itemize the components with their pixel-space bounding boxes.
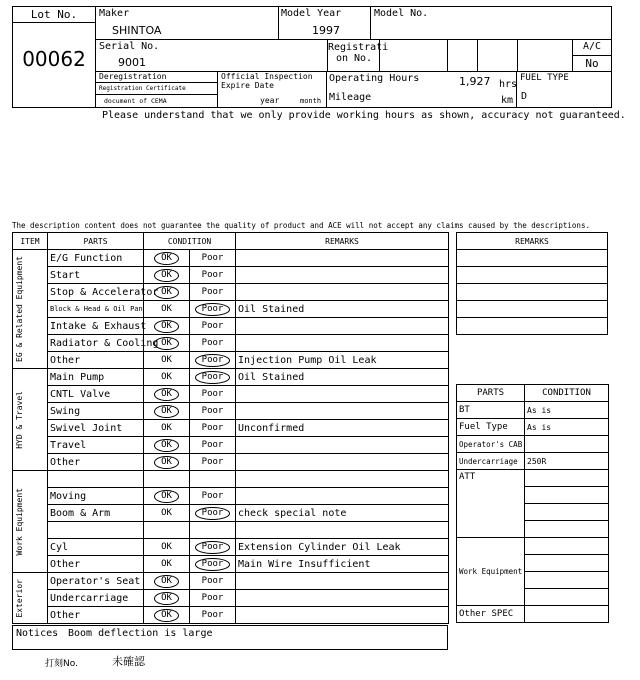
circled-poor-mark: Poor xyxy=(195,303,231,316)
ok-cell xyxy=(144,386,190,403)
remark xyxy=(236,454,449,471)
remark xyxy=(236,607,449,624)
poor-cell xyxy=(190,590,236,607)
circled-poor-mark: Poor xyxy=(195,371,231,384)
remark xyxy=(236,488,449,505)
spec-part: ATT xyxy=(457,470,525,538)
notices-label: Notices xyxy=(16,628,59,639)
remarks-box-header: REMARKS xyxy=(457,233,608,250)
model-year-value: 1997 xyxy=(312,24,340,37)
ok-cell xyxy=(144,267,190,284)
table-row xyxy=(13,386,449,403)
spec-value-blank xyxy=(525,572,609,589)
table-row xyxy=(13,318,449,335)
part-name: Operator's Seat xyxy=(48,573,144,590)
spec-part: Work Equipment xyxy=(457,538,525,606)
poor-cell xyxy=(190,284,236,301)
remark xyxy=(236,522,449,539)
spec-part: Other SPEC xyxy=(457,606,525,623)
part-name: Cyl xyxy=(48,539,144,556)
poor-cell xyxy=(190,539,236,556)
maker-value: SHINTOA xyxy=(112,24,162,37)
circled-poor-mark: Poor xyxy=(195,541,231,554)
poor-label: Poor xyxy=(201,406,224,416)
poor-label: Poor xyxy=(201,610,224,620)
circled-ok-mark: OK xyxy=(154,490,179,503)
part-name: E/G Function xyxy=(48,250,144,267)
remark: Extension Cylinder Oil Leak xyxy=(236,539,449,556)
remark: Oil Stained xyxy=(236,369,449,386)
poor-label: Poor xyxy=(201,593,224,603)
ac-value: No xyxy=(585,57,599,70)
part-name: Other xyxy=(48,454,144,471)
poor-label: Poor xyxy=(201,423,224,433)
poor-cell xyxy=(190,250,236,267)
poor-label: Poor xyxy=(201,338,224,348)
lot-number: 00062 xyxy=(22,47,86,71)
part-name xyxy=(48,471,144,488)
remark xyxy=(236,590,449,607)
ok-label: OK xyxy=(161,355,172,365)
poor-label: Poor xyxy=(201,287,224,297)
ok-label: OK xyxy=(161,508,172,518)
model-no-label: Model No. xyxy=(374,8,429,19)
poor-label: Poor xyxy=(201,253,224,263)
spec-value xyxy=(525,470,609,487)
serial-value: 9001 xyxy=(118,56,146,69)
spec-part: Fuel Type xyxy=(457,419,525,436)
poor-label: Poor xyxy=(201,491,224,501)
ok-label: OK xyxy=(161,542,172,552)
table-row xyxy=(13,335,449,352)
ok-cell xyxy=(144,590,190,607)
registration-cell-4 xyxy=(518,40,573,72)
circled-ok-mark: OK xyxy=(154,575,179,588)
remark xyxy=(236,573,449,590)
poor-cell xyxy=(190,488,236,505)
remark xyxy=(236,386,449,403)
table-row xyxy=(13,420,449,437)
item-group-cell xyxy=(13,250,48,369)
spec-value-blank xyxy=(525,555,609,572)
ok-cell xyxy=(144,522,190,539)
spec-condition-header: CONDITION xyxy=(525,385,609,402)
circled-ok-mark: OK xyxy=(154,592,179,605)
remark: Unconfirmed xyxy=(236,420,449,437)
remark: Main Wire Insufficient xyxy=(236,556,449,573)
circled-poor-mark: Poor xyxy=(195,354,231,367)
circled-ok-mark: OK xyxy=(154,609,179,622)
ok-cell xyxy=(144,573,190,590)
remark xyxy=(236,284,449,301)
item-group-label: Work Equipment xyxy=(15,487,24,556)
table-row xyxy=(13,250,449,267)
table-row xyxy=(13,590,449,607)
part-name: Intake & Exhaust xyxy=(48,318,144,335)
part-name: Travel xyxy=(48,437,144,454)
ok-cell xyxy=(144,369,190,386)
remark xyxy=(236,250,449,267)
ok-cell xyxy=(144,437,190,454)
cema-label: document of CEMA xyxy=(104,97,167,105)
spec-value: As is xyxy=(525,402,609,419)
poor-label: Poor xyxy=(201,270,224,280)
spec-part: Undercarriage xyxy=(457,453,525,470)
circled-ok-mark: OK xyxy=(154,286,179,299)
fuel-type-value: D xyxy=(521,91,528,102)
ok-cell xyxy=(144,505,190,522)
table-row xyxy=(13,471,449,488)
ok-label: OK xyxy=(161,372,172,382)
hrs-unit: hrs xyxy=(499,79,518,90)
ok-label: OK xyxy=(161,559,172,569)
disclaimer: The description content does not guarantee the quality of product and ACE will not accept any claims caused by the descriptions. xyxy=(12,221,590,230)
spec-part: BT xyxy=(457,402,525,419)
remarks-box-line xyxy=(457,318,608,335)
table-row xyxy=(13,488,449,505)
inspection-label: Official Inspection Expire Date xyxy=(221,72,313,90)
table-row xyxy=(13,267,449,284)
poor-cell xyxy=(190,454,236,471)
part-name: Radiator & Cooling xyxy=(48,335,144,352)
table-row xyxy=(13,437,449,454)
remarks-box-line xyxy=(457,301,608,318)
maker-label: Maker xyxy=(99,8,130,19)
poor-cell xyxy=(190,301,236,318)
part-name: Main Pump xyxy=(48,369,144,386)
stamp-label: 打刻No. xyxy=(45,659,78,669)
poor-cell xyxy=(190,352,236,369)
poor-label: Poor xyxy=(201,576,224,586)
ok-label: OK xyxy=(161,304,172,314)
circled-ok-mark: OK xyxy=(154,252,179,265)
table-row xyxy=(13,556,449,573)
item-group-cell xyxy=(13,369,48,471)
table-row xyxy=(13,607,449,624)
remarks-box-line xyxy=(457,267,608,284)
remark xyxy=(236,335,449,352)
deregistration-label: Deregistration xyxy=(99,72,167,81)
condition-header: CONDITION xyxy=(144,233,236,250)
table-row xyxy=(13,301,449,318)
circled-ok-mark: OK xyxy=(154,405,179,418)
part-name: Swivel Joint xyxy=(48,420,144,437)
poor-cell xyxy=(190,420,236,437)
spec-value-blank xyxy=(525,487,609,504)
table-row xyxy=(13,539,449,556)
item-group-cell xyxy=(13,573,48,624)
poor-cell xyxy=(190,335,236,352)
poor-cell xyxy=(190,369,236,386)
registration-cell-3 xyxy=(478,40,518,72)
ac-label: A/C xyxy=(573,41,611,56)
item-header: ITEM xyxy=(13,233,48,250)
remark xyxy=(236,403,449,420)
inspection-table xyxy=(12,232,449,624)
vehicle-info-box xyxy=(95,6,612,108)
circled-poor-mark: Poor xyxy=(195,507,231,520)
poor-label: Poor xyxy=(201,389,224,399)
poor-cell xyxy=(190,403,236,420)
part-name: CNTL Valve xyxy=(48,386,144,403)
part-name: Boom & Arm xyxy=(48,505,144,522)
part-name: Other xyxy=(48,556,144,573)
km-unit: km xyxy=(501,95,514,106)
poor-label: Poor xyxy=(201,321,224,331)
part-name: Swing xyxy=(48,403,144,420)
notices-value: Boom deflection is large xyxy=(68,628,213,639)
year-label: year xyxy=(260,96,280,105)
remark: Injection Pump Oil Leak xyxy=(236,352,449,369)
spec-value: As is xyxy=(525,419,609,436)
ok-cell xyxy=(144,556,190,573)
lot-box xyxy=(12,6,96,108)
spec-parts-header: PARTS xyxy=(457,385,525,402)
registration-cell-1 xyxy=(380,40,448,72)
part-name: Other xyxy=(48,607,144,624)
poor-cell xyxy=(190,556,236,573)
model-year-label: Model Year xyxy=(281,8,342,19)
circled-ok-mark: OK xyxy=(154,320,179,333)
registration-cell-2 xyxy=(448,40,478,72)
mileage-label: Mileage xyxy=(329,92,372,103)
ok-cell xyxy=(144,352,190,369)
spec-value-blank xyxy=(525,504,609,521)
poor-cell xyxy=(190,318,236,335)
item-group-label: HYD & Travel xyxy=(15,390,24,449)
ok-cell xyxy=(144,250,190,267)
parts-header: PARTS xyxy=(48,233,144,250)
ok-cell xyxy=(144,471,190,488)
part-name: Stop & Accelerator xyxy=(48,284,144,301)
item-group-label: Exterior xyxy=(15,578,24,618)
ok-cell xyxy=(144,488,190,505)
poor-cell xyxy=(190,522,236,539)
poor-cell xyxy=(190,505,236,522)
part-name xyxy=(48,522,144,539)
poor-cell xyxy=(190,471,236,488)
table-row xyxy=(13,284,449,301)
ok-cell xyxy=(144,403,190,420)
circled-ok-mark: OK xyxy=(154,439,179,452)
table-row xyxy=(13,369,449,386)
lot-label: Lot No. xyxy=(13,7,95,23)
remark: Oil Stained xyxy=(236,301,449,318)
registration-label: Registrati on No. xyxy=(328,42,389,64)
remark: check special note xyxy=(236,505,449,522)
part-name: Undercarriage xyxy=(48,590,144,607)
operating-hours-label: Operating Hours xyxy=(329,73,420,84)
ok-cell xyxy=(144,420,190,437)
part-name: Block & Head & Oil Pan xyxy=(48,301,144,318)
ok-cell xyxy=(144,454,190,471)
poor-cell xyxy=(190,437,236,454)
remark xyxy=(236,437,449,454)
remark xyxy=(236,471,449,488)
circled-ok-mark: OK xyxy=(154,456,179,469)
table-row xyxy=(13,454,449,471)
spec-part: Operator's CAB xyxy=(457,436,525,453)
spec-value: 250R xyxy=(525,453,609,470)
circled-poor-mark: Poor xyxy=(195,558,231,571)
table-row xyxy=(13,352,449,369)
serial-label: Serial No. xyxy=(99,41,160,52)
circled-ok-mark: OK xyxy=(154,388,179,401)
spec-value xyxy=(525,436,609,453)
ok-label: OK xyxy=(161,423,172,433)
stamp-value: 未確認 xyxy=(112,655,145,668)
poor-cell xyxy=(190,267,236,284)
circled-ok-mark: OK xyxy=(154,337,179,350)
item-group-label: EG & Related Equipment xyxy=(15,256,24,362)
ok-cell xyxy=(144,607,190,624)
ok-cell xyxy=(144,301,190,318)
spec-table xyxy=(456,384,609,623)
remarks-box-line xyxy=(457,250,608,267)
table-row xyxy=(13,505,449,522)
remarks-box xyxy=(456,232,608,335)
poor-cell xyxy=(190,573,236,590)
remarks-header: REMARKS xyxy=(236,233,449,250)
fuel-type-label: FUEL TYPE xyxy=(520,73,569,83)
operating-hours-value: 1,927 xyxy=(459,75,491,88)
notices-box xyxy=(12,625,448,650)
poor-label: Poor xyxy=(201,440,224,450)
ok-cell xyxy=(144,318,190,335)
part-name: Other xyxy=(48,352,144,369)
spec-value-blank xyxy=(525,521,609,538)
remarks-box-line xyxy=(457,284,608,301)
month-label: month xyxy=(300,97,322,105)
hours-notice: Please understand that we only provide working hours as shown, accuracy not guaranteed. xyxy=(102,110,626,121)
remark xyxy=(236,267,449,284)
circled-ok-mark: OK xyxy=(154,269,179,282)
table-row xyxy=(13,522,449,539)
spec-value-blank xyxy=(525,589,609,606)
part-name: Moving xyxy=(48,488,144,505)
ok-cell xyxy=(144,539,190,556)
remark xyxy=(236,318,449,335)
spec-value xyxy=(525,538,609,555)
table-row xyxy=(13,573,449,590)
spec-value xyxy=(525,606,609,623)
poor-cell xyxy=(190,386,236,403)
part-name: Start xyxy=(48,267,144,284)
registration-cert-label: Registration Certificate xyxy=(99,85,186,92)
table-row xyxy=(13,403,449,420)
item-group-cell xyxy=(13,471,48,573)
poor-label: Poor xyxy=(201,457,224,467)
poor-cell xyxy=(190,607,236,624)
